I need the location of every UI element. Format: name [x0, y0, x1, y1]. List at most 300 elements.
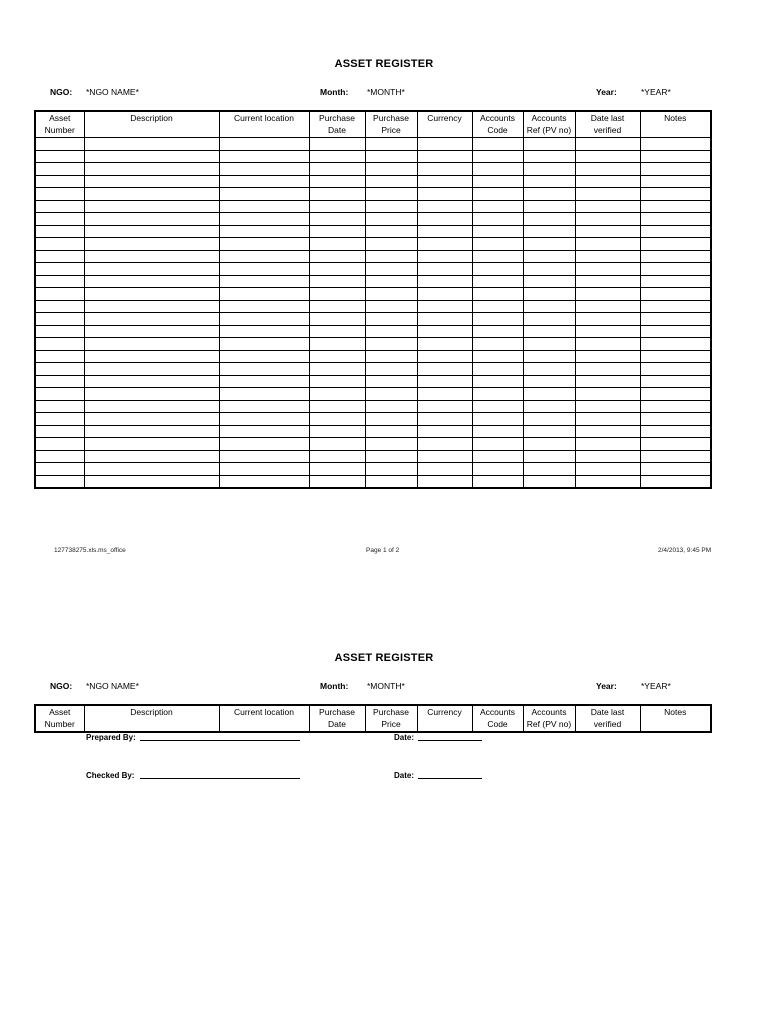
table-cell[interactable] — [523, 138, 575, 151]
table-cell[interactable] — [417, 450, 472, 463]
table-cell[interactable] — [35, 363, 84, 376]
table-cell[interactable] — [575, 138, 640, 151]
table-cell[interactable] — [365, 438, 417, 451]
table-cell[interactable] — [523, 475, 575, 488]
table-cell[interactable] — [640, 213, 711, 226]
table-cell[interactable] — [472, 325, 523, 338]
table-cell[interactable] — [309, 363, 365, 376]
table-cell[interactable] — [219, 338, 309, 351]
table-cell[interactable] — [472, 400, 523, 413]
table-cell[interactable] — [575, 425, 640, 438]
table-cell[interactable] — [35, 300, 84, 313]
table-cell[interactable] — [523, 388, 575, 401]
table-cell[interactable] — [219, 150, 309, 163]
table-cell[interactable] — [472, 388, 523, 401]
table-cell[interactable] — [472, 413, 523, 426]
table-cell[interactable] — [309, 200, 365, 213]
table-cell[interactable] — [365, 213, 417, 226]
table-cell[interactable] — [417, 175, 472, 188]
table-cell[interactable] — [309, 250, 365, 263]
table-cell[interactable] — [84, 450, 219, 463]
table-cell[interactable] — [219, 450, 309, 463]
table-cell[interactable] — [365, 163, 417, 176]
table-cell[interactable] — [523, 313, 575, 326]
table-cell[interactable] — [365, 138, 417, 151]
table-cell[interactable] — [640, 400, 711, 413]
table-cell[interactable] — [219, 163, 309, 176]
table-cell[interactable] — [417, 200, 472, 213]
table-cell[interactable] — [219, 300, 309, 313]
table-cell[interactable] — [219, 175, 309, 188]
table-cell[interactable] — [219, 288, 309, 301]
column-header — [365, 705, 417, 732]
table-cell[interactable] — [365, 200, 417, 213]
table-cell[interactable] — [575, 238, 640, 251]
table-cell[interactable] — [575, 225, 640, 238]
table-cell[interactable] — [417, 463, 472, 476]
table-cell[interactable] — [84, 150, 219, 163]
table-cell[interactable] — [35, 288, 84, 301]
table-cell[interactable] — [575, 438, 640, 451]
table-cell[interactable] — [365, 475, 417, 488]
table-cell[interactable] — [575, 400, 640, 413]
table-cell[interactable] — [523, 213, 575, 226]
table-cell[interactable] — [417, 138, 472, 151]
table-cell[interactable] — [84, 475, 219, 488]
table-cell[interactable] — [575, 313, 640, 326]
table-cell[interactable] — [84, 225, 219, 238]
column-header-line2: Number — [44, 125, 75, 135]
table-cell[interactable] — [417, 275, 472, 288]
table-cell[interactable] — [417, 363, 472, 376]
table-cell[interactable] — [640, 363, 711, 376]
column-header-line2: Date — [328, 125, 346, 135]
column-header — [219, 705, 309, 732]
table-cell[interactable] — [417, 438, 472, 451]
table-cell[interactable] — [472, 163, 523, 176]
table-cell[interactable] — [84, 138, 219, 151]
table-cell[interactable] — [417, 238, 472, 251]
column-header-line2: Code — [487, 719, 508, 729]
table-cell[interactable] — [365, 288, 417, 301]
table-cell[interactable] — [309, 325, 365, 338]
checked-date-line[interactable] — [418, 778, 482, 779]
table-cell[interactable] — [84, 300, 219, 313]
table-cell[interactable] — [523, 363, 575, 376]
table-cell[interactable] — [640, 263, 711, 276]
table-cell[interactable] — [309, 288, 365, 301]
table-cell[interactable] — [35, 325, 84, 338]
table-cell[interactable] — [417, 338, 472, 351]
table-cell[interactable] — [640, 238, 711, 251]
table-cell[interactable] — [640, 250, 711, 263]
table-cell[interactable] — [640, 300, 711, 313]
table-cell[interactable] — [309, 388, 365, 401]
table-cell[interactable] — [365, 363, 417, 376]
table-cell[interactable] — [523, 238, 575, 251]
table-cell[interactable] — [219, 188, 309, 201]
prepared-by-signature-line[interactable] — [140, 740, 300, 741]
table-cell[interactable] — [472, 263, 523, 276]
table-cell[interactable] — [84, 375, 219, 388]
table-cell[interactable] — [472, 188, 523, 201]
table-cell[interactable] — [84, 413, 219, 426]
table-row — [35, 200, 711, 213]
table-cell[interactable] — [309, 163, 365, 176]
table-cell[interactable] — [219, 250, 309, 263]
table-cell[interactable] — [365, 188, 417, 201]
table-cell[interactable] — [35, 313, 84, 326]
column-header-line2: verified — [593, 719, 622, 729]
table-cell[interactable] — [417, 150, 472, 163]
table-cell[interactable] — [417, 213, 472, 226]
month-label: Month: — [320, 87, 349, 97]
table-cell[interactable] — [640, 450, 711, 463]
table-cell[interactable] — [219, 275, 309, 288]
table-cell[interactable] — [365, 225, 417, 238]
table-cell[interactable] — [365, 338, 417, 351]
table-cell[interactable] — [472, 250, 523, 263]
table-cell[interactable] — [35, 225, 84, 238]
table-cell[interactable] — [35, 475, 84, 488]
table-cell[interactable] — [640, 425, 711, 438]
table-cell[interactable] — [523, 188, 575, 201]
table-cell[interactable] — [472, 200, 523, 213]
table-cell[interactable] — [84, 325, 219, 338]
table-cell[interactable] — [523, 463, 575, 476]
table-cell[interactable] — [523, 325, 575, 338]
table-cell[interactable] — [309, 138, 365, 151]
table-cell[interactable] — [523, 200, 575, 213]
table-cell[interactable] — [472, 175, 523, 188]
table-cell[interactable] — [472, 475, 523, 488]
table-cell[interactable] — [640, 475, 711, 488]
table-cell[interactable] — [35, 400, 84, 413]
table-cell[interactable] — [417, 263, 472, 276]
table-cell[interactable] — [575, 463, 640, 476]
table-cell[interactable] — [640, 313, 711, 326]
table-cell[interactable] — [309, 438, 365, 451]
table-cell[interactable] — [472, 450, 523, 463]
table-cell[interactable] — [35, 375, 84, 388]
table-cell[interactable] — [309, 150, 365, 163]
table-cell[interactable] — [84, 425, 219, 438]
table-cell[interactable] — [640, 338, 711, 351]
table-cell[interactable] — [84, 263, 219, 276]
table-cell[interactable] — [35, 450, 84, 463]
table-cell[interactable] — [84, 463, 219, 476]
table-cell[interactable] — [575, 163, 640, 176]
table-cell[interactable] — [417, 325, 472, 338]
table-cell[interactable] — [640, 375, 711, 388]
table-cell[interactable] — [84, 175, 219, 188]
table-cell[interactable] — [84, 238, 219, 251]
table-cell[interactable] — [219, 438, 309, 451]
table-cell[interactable] — [472, 313, 523, 326]
table-cell[interactable] — [84, 313, 219, 326]
table-cell[interactable] — [575, 150, 640, 163]
table-cell[interactable] — [523, 263, 575, 276]
table-cell[interactable] — [640, 438, 711, 451]
table-cell[interactable] — [575, 175, 640, 188]
table-cell[interactable] — [309, 338, 365, 351]
table-cell[interactable] — [365, 425, 417, 438]
table-cell[interactable] — [472, 288, 523, 301]
table-cell[interactable] — [417, 388, 472, 401]
table-row — [35, 338, 711, 351]
table-cell[interactable] — [472, 463, 523, 476]
table-cell[interactable] — [219, 138, 309, 151]
table-cell[interactable] — [472, 425, 523, 438]
table-cell[interactable] — [309, 450, 365, 463]
table-cell[interactable] — [309, 275, 365, 288]
table-cell[interactable] — [575, 363, 640, 376]
table-cell[interactable] — [84, 250, 219, 263]
table-cell[interactable] — [309, 238, 365, 251]
table-cell[interactable] — [523, 350, 575, 363]
table-cell[interactable] — [575, 350, 640, 363]
table-cell[interactable] — [35, 338, 84, 351]
table-cell[interactable] — [365, 175, 417, 188]
table-cell[interactable] — [575, 475, 640, 488]
table-cell[interactable] — [35, 150, 84, 163]
table-cell[interactable] — [640, 163, 711, 176]
table-cell[interactable] — [35, 413, 84, 426]
table-cell[interactable] — [417, 225, 472, 238]
table-cell[interactable] — [35, 463, 84, 476]
table-cell[interactable] — [219, 213, 309, 226]
column-header-line1: Accounts — [480, 113, 515, 123]
table-cell[interactable] — [417, 163, 472, 176]
table-cell[interactable] — [472, 150, 523, 163]
table-cell[interactable] — [219, 463, 309, 476]
table-cell[interactable] — [309, 188, 365, 201]
table-cell[interactable] — [523, 275, 575, 288]
table-cell[interactable] — [365, 150, 417, 163]
table-cell[interactable] — [417, 313, 472, 326]
table-cell[interactable] — [575, 200, 640, 213]
table-cell[interactable] — [84, 363, 219, 376]
table-cell[interactable] — [309, 475, 365, 488]
table-cell[interactable] — [523, 300, 575, 313]
table-cell[interactable] — [84, 200, 219, 213]
table-cell[interactable] — [84, 338, 219, 351]
table-cell[interactable] — [84, 188, 219, 201]
table-cell[interactable] — [309, 313, 365, 326]
table-cell[interactable] — [640, 188, 711, 201]
table-cell[interactable] — [417, 475, 472, 488]
table-cell[interactable] — [640, 150, 711, 163]
table-cell[interactable] — [365, 238, 417, 251]
table-cell[interactable] — [523, 250, 575, 263]
table-cell[interactable] — [523, 163, 575, 176]
table-cell[interactable] — [35, 263, 84, 276]
table-cell[interactable] — [84, 213, 219, 226]
table-cell[interactable] — [84, 438, 219, 451]
table-cell[interactable] — [523, 400, 575, 413]
table-cell[interactable] — [35, 138, 84, 151]
table-cell[interactable] — [472, 363, 523, 376]
table-cell[interactable] — [640, 388, 711, 401]
table-cell[interactable] — [365, 463, 417, 476]
table-cell[interactable] — [84, 388, 219, 401]
table-cell[interactable] — [417, 425, 472, 438]
table-cell[interactable] — [472, 238, 523, 251]
table-cell[interactable] — [575, 450, 640, 463]
table-cell[interactable] — [309, 463, 365, 476]
table-cell[interactable] — [365, 275, 417, 288]
table-cell[interactable] — [417, 375, 472, 388]
table-cell[interactable] — [575, 250, 640, 263]
table-cell[interactable] — [575, 188, 640, 201]
table-cell[interactable] — [35, 425, 84, 438]
table-cell[interactable] — [219, 238, 309, 251]
table-cell[interactable] — [309, 400, 365, 413]
table-cell[interactable] — [575, 388, 640, 401]
table-cell[interactable] — [640, 225, 711, 238]
table-cell[interactable] — [309, 213, 365, 226]
table-cell[interactable] — [365, 250, 417, 263]
table-cell[interactable] — [219, 475, 309, 488]
table-cell[interactable] — [84, 400, 219, 413]
table-row — [35, 463, 711, 476]
table-cell[interactable] — [472, 338, 523, 351]
table-cell[interactable] — [523, 225, 575, 238]
table-cell[interactable] — [35, 438, 84, 451]
prepared-date-line[interactable] — [418, 740, 482, 741]
table-cell[interactable] — [365, 400, 417, 413]
table-cell[interactable] — [84, 275, 219, 288]
table-cell[interactable] — [523, 375, 575, 388]
table-cell[interactable] — [365, 300, 417, 313]
table-cell[interactable] — [472, 275, 523, 288]
table-cell[interactable] — [84, 350, 219, 363]
table-cell[interactable] — [365, 450, 417, 463]
table-cell[interactable] — [472, 138, 523, 151]
table-cell[interactable] — [219, 263, 309, 276]
table-cell[interactable] — [35, 175, 84, 188]
table-cell[interactable] — [35, 388, 84, 401]
table-cell[interactable] — [309, 225, 365, 238]
table-cell[interactable] — [575, 325, 640, 338]
column-header-line1: Description — [130, 113, 173, 123]
table-cell[interactable] — [575, 413, 640, 426]
table-cell[interactable] — [417, 188, 472, 201]
table-cell[interactable] — [365, 388, 417, 401]
table-cell[interactable] — [417, 250, 472, 263]
table-cell[interactable] — [472, 375, 523, 388]
table-cell[interactable] — [523, 175, 575, 188]
table-cell[interactable] — [219, 425, 309, 438]
table-header-row — [35, 705, 711, 732]
table-cell[interactable] — [472, 300, 523, 313]
table-cell[interactable] — [640, 138, 711, 151]
table-cell[interactable] — [523, 150, 575, 163]
table-cell[interactable] — [84, 288, 219, 301]
table-cell[interactable] — [365, 263, 417, 276]
table-cell[interactable] — [523, 413, 575, 426]
table-cell[interactable] — [35, 250, 84, 263]
table-row — [35, 300, 711, 313]
table-cell[interactable] — [575, 338, 640, 351]
table-cell[interactable] — [365, 350, 417, 363]
table-cell[interactable] — [575, 375, 640, 388]
table-cell[interactable] — [575, 213, 640, 226]
table-cell[interactable] — [309, 175, 365, 188]
checked-by-signature-line[interactable] — [140, 778, 300, 779]
table-cell[interactable] — [219, 313, 309, 326]
table-cell[interactable] — [472, 213, 523, 226]
table-cell[interactable] — [309, 375, 365, 388]
table-cell[interactable] — [35, 163, 84, 176]
table-cell[interactable] — [84, 163, 219, 176]
table-cell[interactable] — [417, 350, 472, 363]
table-cell[interactable] — [219, 413, 309, 426]
table-cell[interactable] — [417, 400, 472, 413]
table-cell[interactable] — [35, 238, 84, 251]
table-cell[interactable] — [219, 200, 309, 213]
table-cell[interactable] — [35, 188, 84, 201]
table-cell[interactable] — [417, 300, 472, 313]
table-cell[interactable] — [219, 375, 309, 388]
table-cell[interactable] — [309, 413, 365, 426]
table-cell[interactable] — [472, 438, 523, 451]
table-cell[interactable] — [35, 200, 84, 213]
table-cell[interactable] — [575, 263, 640, 276]
table-cell[interactable] — [365, 325, 417, 338]
table-cell[interactable] — [35, 213, 84, 226]
table-cell[interactable] — [365, 413, 417, 426]
table-cell[interactable] — [523, 338, 575, 351]
table-cell[interactable] — [219, 225, 309, 238]
table-cell[interactable] — [219, 325, 309, 338]
ngo-value: *NGO NAME* — [86, 87, 139, 97]
table-cell[interactable] — [575, 275, 640, 288]
table-cell[interactable] — [575, 288, 640, 301]
table-cell[interactable] — [417, 288, 472, 301]
table-cell[interactable] — [309, 350, 365, 363]
table-cell[interactable] — [219, 363, 309, 376]
table-cell[interactable] — [523, 450, 575, 463]
table-cell[interactable] — [219, 350, 309, 363]
table-cell[interactable] — [309, 300, 365, 313]
table-cell[interactable] — [35, 350, 84, 363]
table-cell[interactable] — [575, 300, 640, 313]
table-cell[interactable] — [523, 438, 575, 451]
table-cell[interactable] — [640, 463, 711, 476]
table-cell[interactable] — [219, 400, 309, 413]
table-cell[interactable] — [640, 288, 711, 301]
table-cell[interactable] — [219, 388, 309, 401]
table-cell[interactable] — [365, 313, 417, 326]
table-cell[interactable] — [309, 425, 365, 438]
table-cell[interactable] — [523, 425, 575, 438]
table-cell[interactable] — [365, 375, 417, 388]
table-cell[interactable] — [35, 275, 84, 288]
table-cell[interactable] — [472, 350, 523, 363]
table-cell[interactable] — [640, 200, 711, 213]
table-cell[interactable] — [640, 275, 711, 288]
table-cell[interactable] — [417, 413, 472, 426]
column-header-line2: Price — [381, 719, 401, 729]
table-cell[interactable] — [640, 325, 711, 338]
table-cell[interactable] — [472, 225, 523, 238]
table-cell[interactable] — [640, 175, 711, 188]
table-cell[interactable] — [640, 413, 711, 426]
table-cell[interactable] — [309, 263, 365, 276]
table-cell[interactable] — [640, 350, 711, 363]
table-cell[interactable] — [523, 288, 575, 301]
